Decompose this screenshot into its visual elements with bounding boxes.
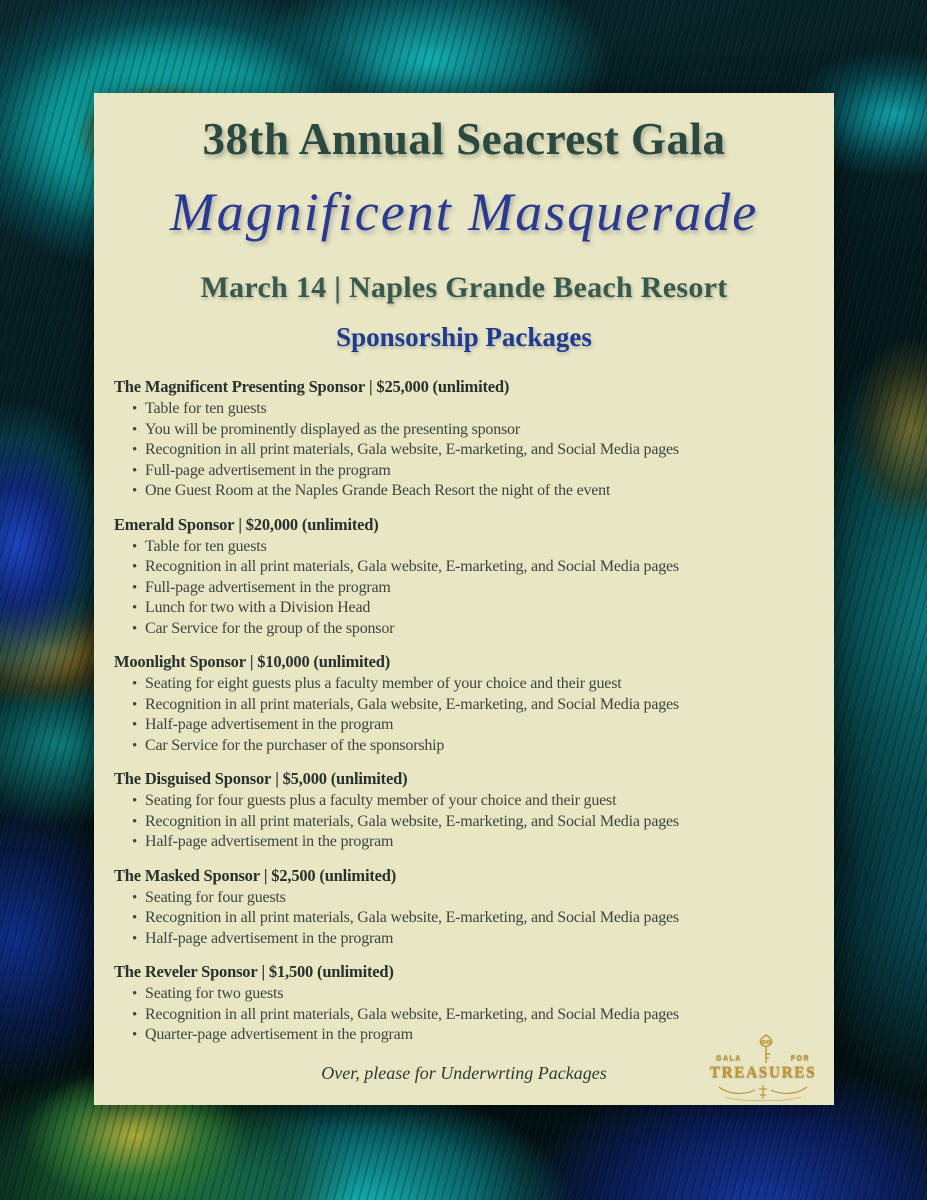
package-price: $2,500 (unlimited) xyxy=(271,865,397,885)
divider: | xyxy=(249,652,254,671)
list-item: • Recognition in all print materials, Gala website, E-marketing, and Social Media pages xyxy=(132,812,814,833)
list-item: • Seating for two guests xyxy=(132,984,814,1005)
divider: | xyxy=(368,377,373,396)
ornate-key-icon xyxy=(755,1034,777,1064)
packages-heading: Sponsorship Packages xyxy=(336,322,592,352)
package-title xyxy=(114,652,814,672)
package-price: $20,000 (unlimited) xyxy=(245,514,379,534)
event-theme-title: Magnificent Masquerade xyxy=(169,182,759,242)
list-item: • Recognition in all print materials, Gala website, E-marketing, and Social Media pages xyxy=(132,1005,814,1026)
list-item: • Table for ten guests xyxy=(132,399,814,420)
list-item: • Seating for eight guests plus a faculty member of your choice and their guest xyxy=(132,674,814,695)
list-item: • Seating for four guests xyxy=(132,888,814,909)
benefit-list xyxy=(114,791,814,853)
turn-over-note: Over, please for Underwrting Packages xyxy=(321,1062,607,1083)
package-price: $25,000 (unlimited) xyxy=(376,377,510,396)
list-item: • Car Service for the group of the sponsor xyxy=(132,619,814,640)
list-item: • Full-page advertisement in the program xyxy=(132,578,814,599)
package-section-presenting xyxy=(114,377,814,502)
flyer-panel xyxy=(94,93,834,1105)
list-item: • One Guest Room at the Naples Grande Beach Resort the night of the event xyxy=(132,481,814,502)
benefit-list xyxy=(114,674,814,756)
flourish-icon xyxy=(715,1081,811,1103)
package-section-masked xyxy=(114,866,814,950)
package-section-disguised xyxy=(114,769,814,853)
package-name: The Magnificent Presenting Sponsor xyxy=(114,377,365,396)
list-item: • Full-page advertisement in the program xyxy=(132,461,814,482)
benefit-list xyxy=(114,399,814,502)
list-item: • Recognition in all print materials, Gala website, E-marketing, and Social Media pages xyxy=(132,440,814,461)
package-sections xyxy=(114,377,814,1046)
package-title xyxy=(114,515,814,535)
treasures-logo xyxy=(706,1034,820,1104)
divider: | xyxy=(263,865,268,885)
package-section-moonlight xyxy=(114,652,814,756)
package-section-emerald xyxy=(114,515,814,640)
list-item: • Table for ten guests xyxy=(132,537,814,558)
package-name: The Masked Sponsor xyxy=(114,865,260,885)
package-name: Emerald Sponsor xyxy=(114,514,235,534)
list-item: • Half-page advertisement in the program xyxy=(132,832,814,853)
logo-word-for: FOR xyxy=(790,1054,810,1062)
package-price: $1,500 (unlimited) xyxy=(268,962,394,981)
package-price: $10,000 (unlimited) xyxy=(257,652,391,671)
list-item: • Half-page advertisement in the program xyxy=(132,715,814,736)
package-name: Moonlight Sponsor xyxy=(114,652,246,671)
divider: | xyxy=(275,769,279,788)
logo-word-gala: GALA xyxy=(716,1054,742,1062)
page-title: 38th Annual Seacrest Gala xyxy=(202,114,726,164)
list-item: • Seating for four guests plus a faculty member of your choice and their guest xyxy=(132,791,814,812)
divider: | xyxy=(261,962,265,981)
package-title xyxy=(114,962,814,982)
package-price: $5,000 (unlimited) xyxy=(282,769,408,788)
package-name: The Disguised Sponsor xyxy=(114,769,272,788)
logo-top-row xyxy=(706,1034,820,1064)
divider: | xyxy=(238,514,242,534)
package-name: The Reveler Sponsor xyxy=(114,962,258,981)
date-and-venue: March 14 | Naples Grande Beach Resort xyxy=(200,271,728,304)
list-item: • You will be prominently displayed as the presenting sponsor xyxy=(132,420,814,441)
list-item: • Quarter-page advertisement in the program xyxy=(132,1025,814,1046)
list-item: • Recognition in all print materials, Gala website, E-marketing, and Social Media pages xyxy=(132,908,814,929)
benefit-list xyxy=(114,537,814,640)
list-item: • Lunch for two with a Division Head xyxy=(132,598,814,619)
list-item: • Recognition in all print materials, Gala website, E-marketing, and Social Media pages xyxy=(132,557,814,578)
benefit-list xyxy=(114,888,814,950)
list-item: • Recognition in all print materials, Gala website, E-marketing, and Social Media pages xyxy=(132,695,814,716)
list-item: • Car Service for the purchaser of the sponsorship xyxy=(132,736,814,757)
package-title xyxy=(114,769,814,789)
logo-name: TREASURES xyxy=(709,1063,817,1081)
list-item: • Half-page advertisement in the program xyxy=(132,929,814,950)
package-title xyxy=(114,377,814,397)
package-title xyxy=(114,866,814,886)
